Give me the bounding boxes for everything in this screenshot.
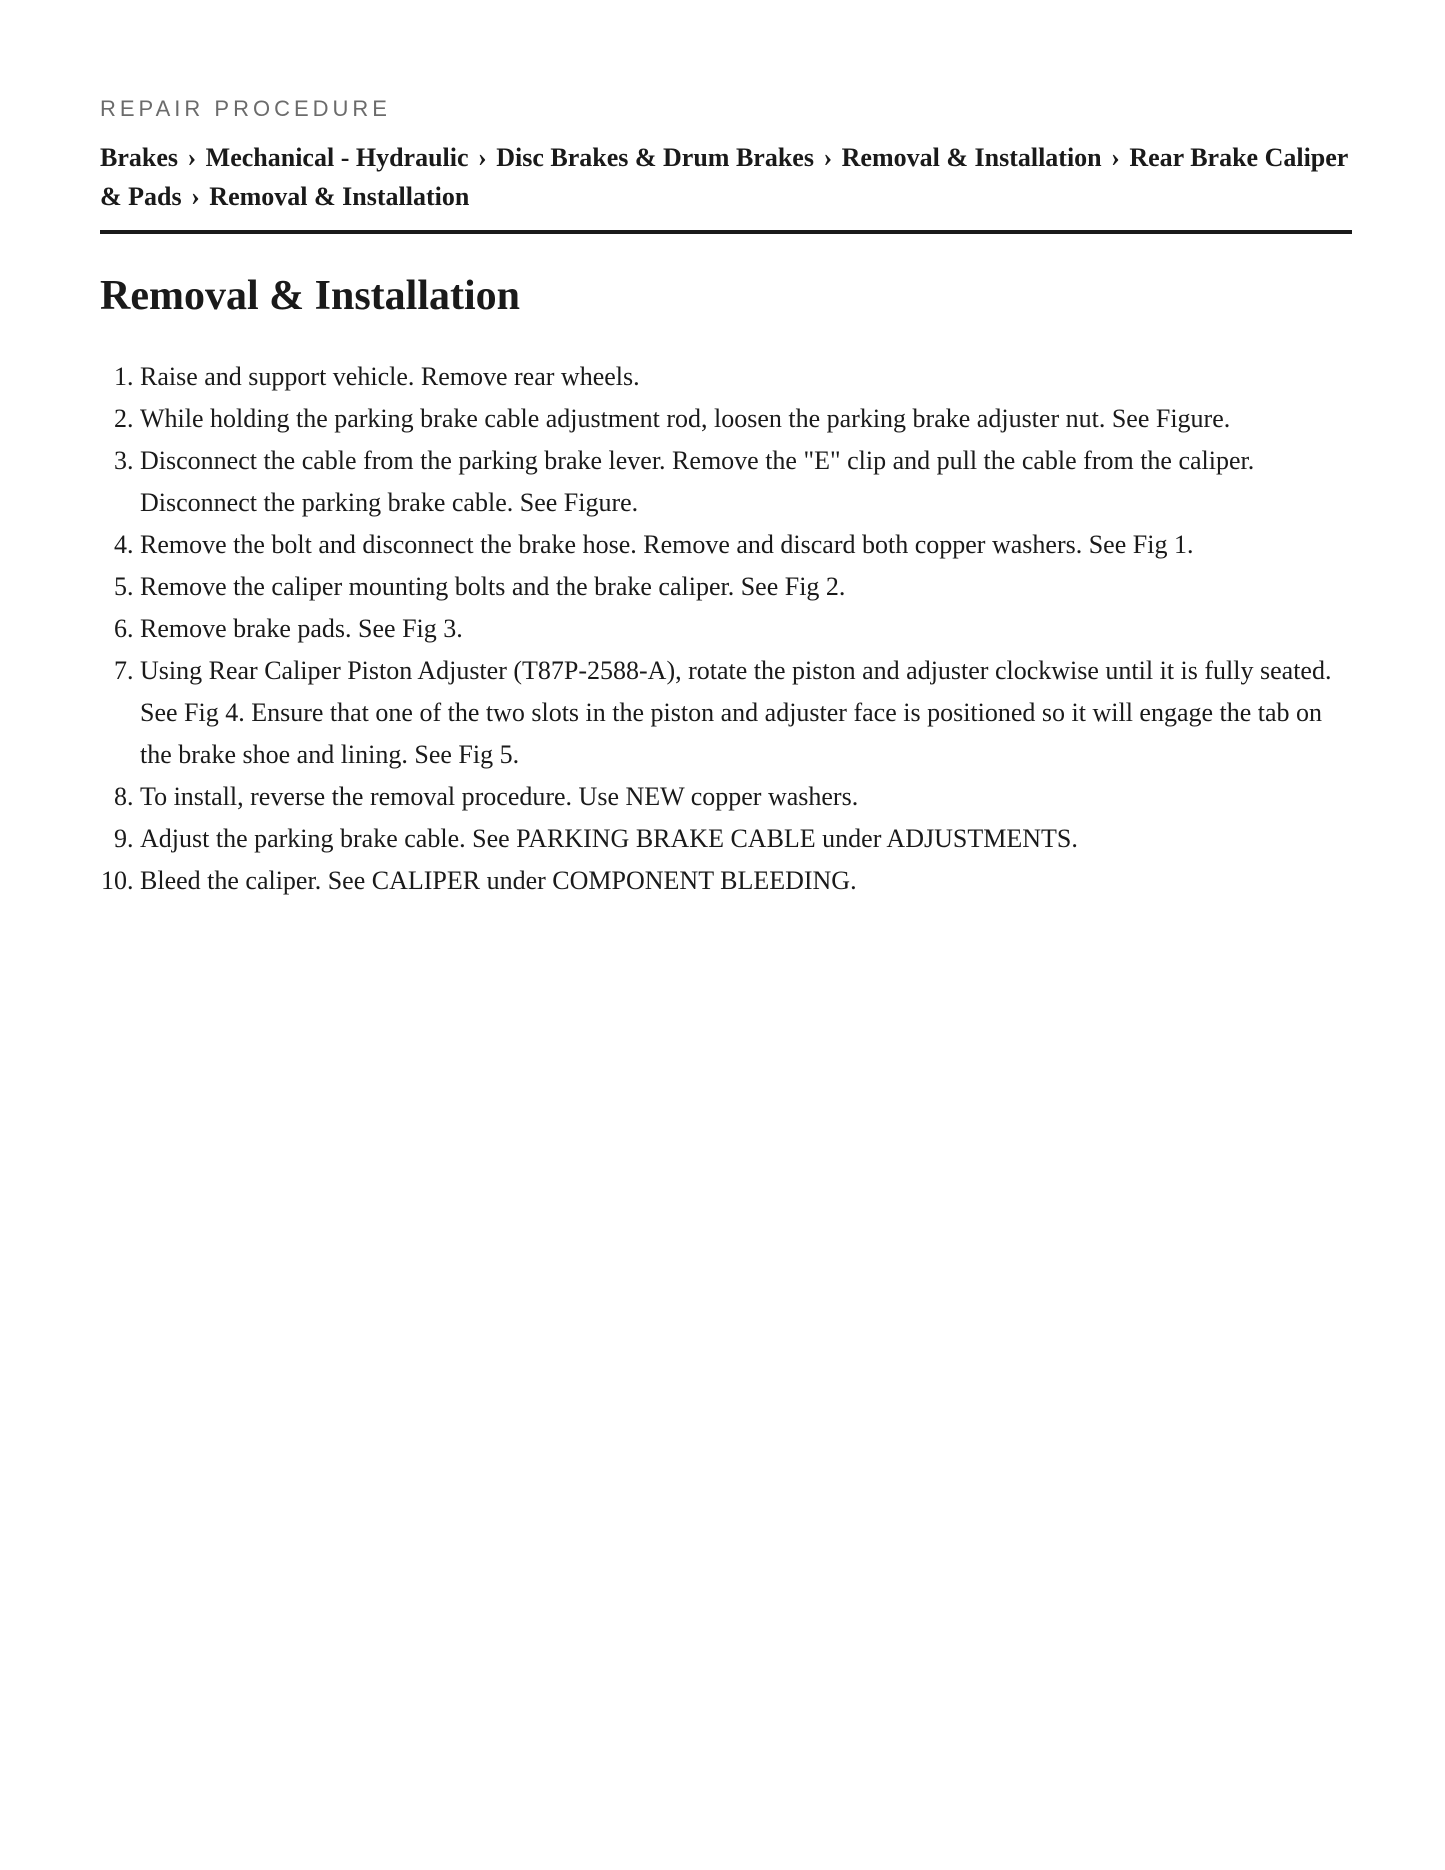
procedure-steps <box>100 356 1352 902</box>
procedure-step: 10. Bleed the caliper. See CALIPER under COMPONENT BLEEDING. <box>140 860 1352 902</box>
procedure-step: 2. While holding the parking brake cable adjustment rod, loosen the parking brake adjuster nut. See Figure. <box>140 398 1352 440</box>
breadcrumb-item-current: Removal & Installation <box>209 182 470 211</box>
breadcrumb-separator: › <box>478 143 487 172</box>
breadcrumb-item[interactable]: Removal & Installation <box>841 143 1102 172</box>
breadcrumb-item[interactable]: Mechanical - Hydraulic <box>205 143 469 172</box>
document-type-label: REPAIR PROCEDURE <box>100 96 391 121</box>
procedure-step: 4. Remove the bolt and disconnect the brake hose. Remove and discard both copper washers. See Fig 1. <box>140 524 1352 566</box>
page-title: Removal & Installation <box>100 273 520 319</box>
procedure-step: 6. Remove brake pads. See Fig 3. <box>140 608 1352 650</box>
procedure-step: 7. Using Rear Caliper Piston Adjuster (T87P-2588-A), rotate the piston and adjuster clockwise until it is fully seated. See Fig 4. Ensure that one of the two slots in the piston and adjuster face is positioned so it will engage the tab on the brake shoe and lining. See Fig 5. <box>140 650 1352 776</box>
procedure-step: 3. Disconnect the cable from the parking brake lever. Remove the "E" clip and pull the cable from the caliper. Disconnect the parking brake cable. See Figure. <box>140 440 1352 524</box>
procedure-step: 1. Raise and support vehicle. Remove rear wheels. <box>140 356 1352 398</box>
breadcrumb-separator: › <box>187 143 197 172</box>
procedure-step: 9. Adjust the parking brake cable. See PARKING BRAKE CABLE under ADJUSTMENTS. <box>140 818 1352 860</box>
procedure-step: 5. Remove the caliper mounting bolts and the brake caliper. See Fig 2. <box>140 566 1352 608</box>
procedure-step: 8. To install, reverse the removal procedure. Use NEW copper washers. <box>140 776 1352 818</box>
breadcrumb-separator: › <box>1111 143 1120 172</box>
breadcrumb-item[interactable]: Disc Brakes & Drum Brakes <box>496 143 814 172</box>
breadcrumb-item[interactable]: Rear Brake Caliper & Pads <box>100 143 1348 211</box>
breadcrumb-separator: › <box>191 182 200 211</box>
breadcrumb <box>100 138 1352 234</box>
document-page <box>100 94 1352 902</box>
breadcrumb-separator: › <box>823 143 833 172</box>
breadcrumb-item[interactable]: Brakes <box>100 143 178 172</box>
